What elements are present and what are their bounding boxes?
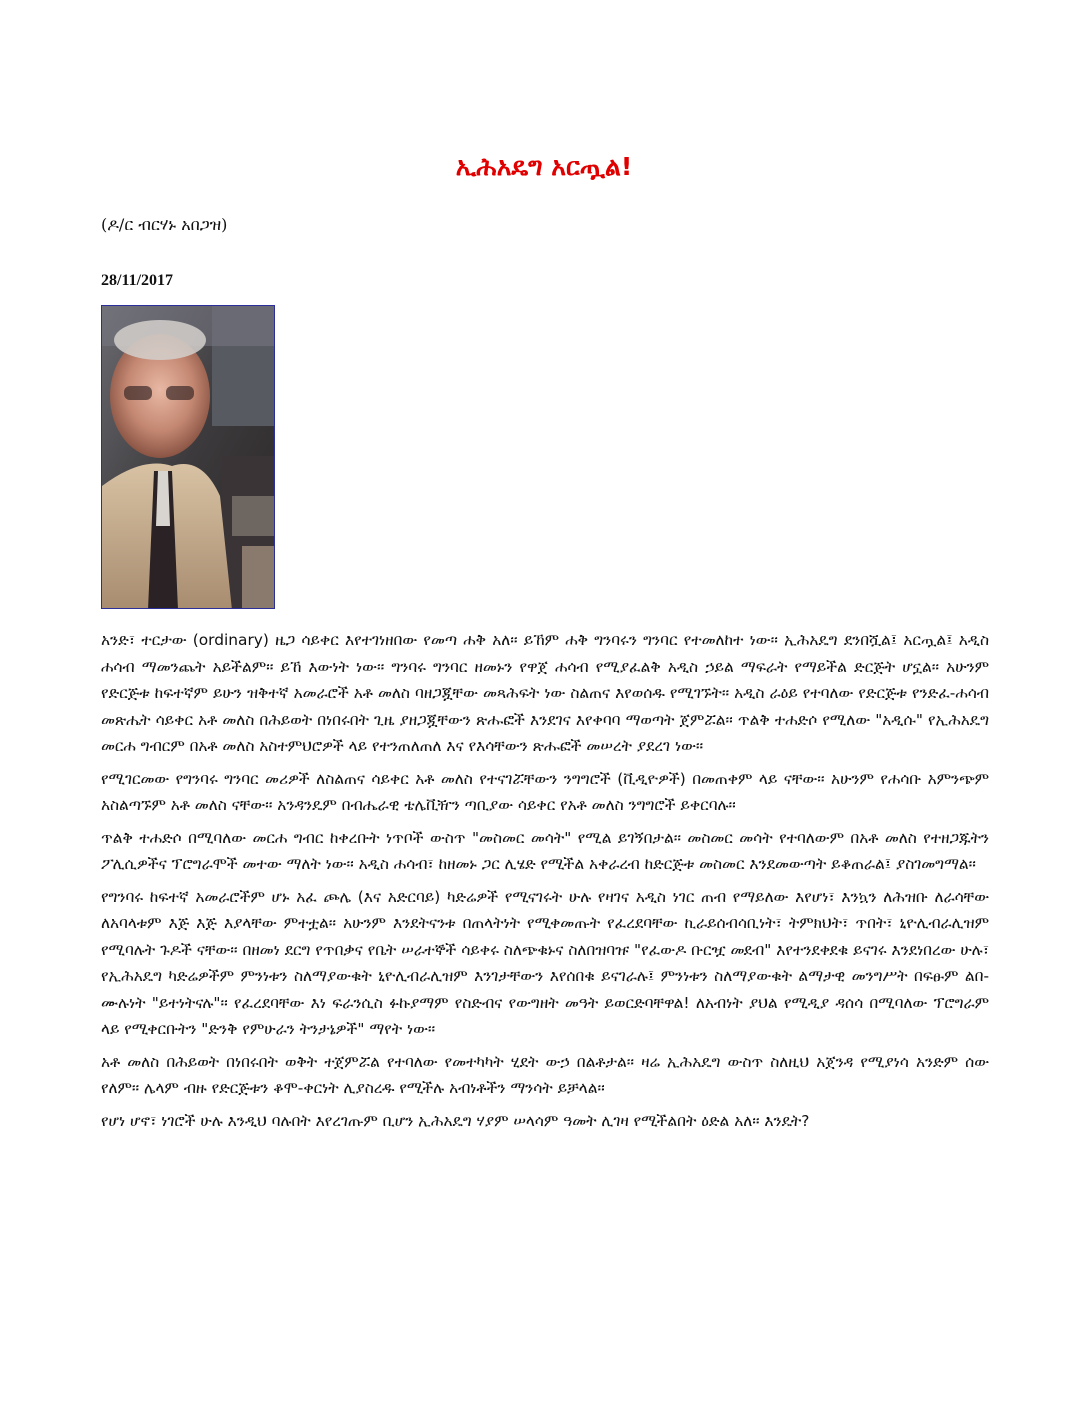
article-body (101, 627, 989, 1140)
article-paragraph: የሚገርመው የግንባሩ ግንባር መሪዎች ለስልጠና ሳይቀር አቶ መለስ የተናገሯቸውን ንግግሮች (ቪዲዮዎች) በመጠቀም ላይ ናቸው፡፡ አሁንም የሐሳቡ አምንጭም አስልጣኙም አቶ መለስ ናቸው፡፡ አንዳንዴም በብሔራዊ ቴሌቪዥን ጣቢያው ሳይቀር የአቶ መለስ ንግግሮች ይቀርባሉ፡፡ (101, 769, 989, 814)
article-paragraph: የሆነ ሆኖ፣ ነገሮች ሁሉ እንዲህ ባሉበት እየረገጡም ቢሆን ኢሕአዴግ ሃያም ሠላሳም ዓመት ሊገዛ የሚችልበት ዕድል አለ፡፡ እንዴት? (101, 1111, 810, 1130)
article-title: ኢሕአዴግ አርጧል! (455, 152, 633, 181)
article-byline: (ዶ/ር ብርሃኑ አበጋዝ) (101, 215, 228, 234)
author-portrait-image (102, 306, 275, 609)
article-paragraph: አንድ፣ ተርታው (ordinary) ዜጋ ሳይቀር እየተገነዘበው የመጣ ሐቅ አለ፡፡ ይኸም ሐቅ ግንባሩን ግንባር የተመለከተ ነው፡፡ ኢሕአዴግ ደንበሿል፤ አርጧል፤ አዲስ ሐሳብ ማመንጨት አይችልም፡፡ ይኸ እውነት ነው፡፡ ግንባሩ ግንባር ዘመኑን የዋጀ ሐሳብ የሚያፈልቅ አዲስ ኃይል ማፍራት የማይችል ድርጅት ሆኗል፡፡ አሁንም የድርጅቱ ከፍተኛም ይሁን ዝቅተኛ አመራሮች አቶ መለስ ባዘጋጇቸው መጻሕፍት ነው ስልጠና እየወሰዱ የሚገኙት፡፡ አዲስ ራዕይ የተባለው የድርጅቱ የንድፈ-ሐሳብ መጽሔት ሳይቀር አቶ መለስ በሕይወት በነበሩበት ጊዜ ያዘጋጇቸውን ጽሑፎች እንደገና እየቀባባ ማወጣት ጀምሯል፡፡ ጥልቅ ተሐድሶ የሚለው "አዲሱ" የኢሕአዴግ መርሐ ግብርም በአቶ መለስ አስተምህሮዎች ላይ የተንጠለጠለ እና የእሳቸውን ጽሑፎች መሠረት ያደረገ ነው፡፡ (101, 631, 989, 755)
author-photo (101, 305, 275, 609)
article-paragraph: ጥልቅ ተሐድሶ በሚባለው መርሐ ግብር ከቀረቡት ነጥቦች ውስጥ "መስመር መሳት" የሚል ይገኝበታል፡፡ መስመር መሳት የተባለውም በአቶ መለስ የተዘጋጁትን ፖሊሲዎችና ፕሮግራሞች መተው ማለት ነው፡፡ አዲስ ሐሳብ፣ ከዘመኑ ጋር ሊሄድ የሚችል አቀራረብ ከድርጅቱ መስመር እንደመውጣት ይቆጠራል፤ ያስገመግማል፡፡ (101, 828, 989, 873)
article-date: 28/11/2017 (101, 272, 174, 289)
article-paragraph: አቶ መለስ በሕይወት በነበሩበት ወቅት ተጀምሯል የተባለው የመተካካት ሂደት ውኃ በልቶታል፡፡ ዛሬ ኢሕአዴግ ውስጥ ስለዚህ አጀንዳ የሚያነሳ አንድም ሰው የለም፡፡ ሌላም ብዙ የድርጅቱን ቆሞ-ቀርነት ሊያስረዱ የሚችሉ አብነቶችን ማንሳት ይቻላል፡፡ (101, 1052, 989, 1097)
article-paragraph: የግንባሩ ከፍተኛ አመራሮችም ሆኑ አፈ ጮሌ (እና አድርባይ) ካድሬዎች የሚናገሩት ሁሉ የዛገና አዲስ ነገር ጠብ የማይለው እየሆነ፣ እንኳን ለሕዝቡ ለራሳቸው ለአባላቱም እጅ እጅ እያላቸው ምተቷል፡፡ አሁንም እንደትናንቱ በጠላትነት የሚቀመጡት የፈረደባቸው ኪራይሰብሳቢነት፣ ትምክህት፣ ጥበት፣ ኒዮሊብራሊዝም የሚባሉት ጉዶች ናቸው፡፡ በዘመነ ደርግ የጥበቃና የቤት ሠራተኞች ሳይቀሩ ስለጭቁኑና ስለበዝባዡ "የፈውዶ ቡርዧ መደብ" እየተንደቀደቁ ይናገሩ እንደነበረው ሁሉ፣ የኢሕአዴግ ካድሬዎችም ምንነቱን ስለማያውቁት ኒዮሊብራሊዝም እንገታቸውን እየሰበቁ ይናገራሉ፤ ምንነቱን ስለማያውቁት ልማታዊ መንግሥት በፍፁም ልበ-ሙሉነት "ይተነትናሉ"፡፡ የፈረደባቸው እነ ፍራንሲስ ፉኩያማም የስድብና የውግዘት መዓት ይወርድባቸዋል! ለአብነት ያህል የሚዲያ ዳሰሳ በሚባለው ፕሮግራም ላይ የሚቀርቡትን "ድንቅ የምሁራን ትንታኔዎች" ማየት ነው፡፡ (101, 887, 989, 1038)
